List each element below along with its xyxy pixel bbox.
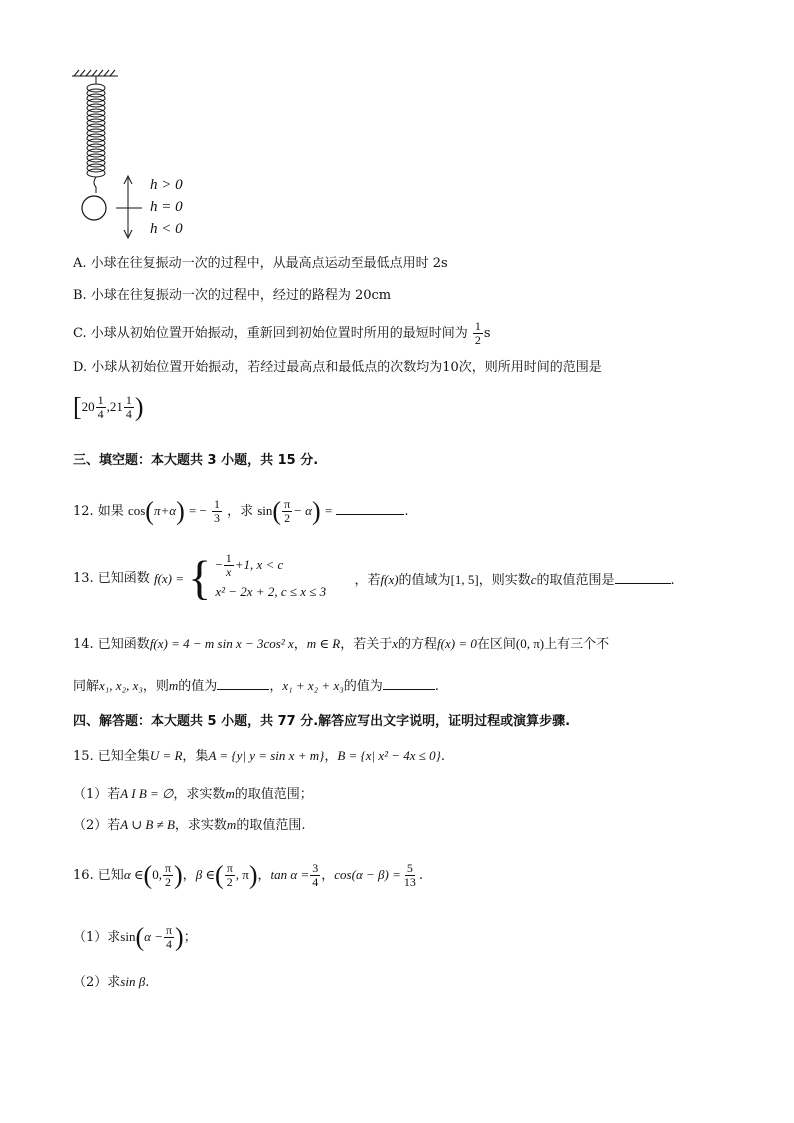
answer-blank[interactable]	[383, 677, 435, 690]
answer-blank[interactable]	[217, 677, 269, 690]
question-16: 16. 已知α ∈(0, $\frac{\pi}{2}$ )，β ∈( $\frac{\pi}{2}$ , π)，tan α = $\frac{3}{4}$ ，cos(α − β) = $\frac{5}{13}$ .	[73, 860, 424, 890]
question-14-line2: 同解x₁, x₂, x₃，则m的值为 ，x₁ + x₂ + x₃的值为 .	[73, 678, 439, 694]
fraction: $\frac{1}{2}$	[474, 319, 481, 347]
label-h-zero: h = 0	[150, 199, 183, 215]
section-3-title: 三、填空题：本大题共 3 小题，共 15 分.	[73, 453, 319, 468]
ceiling	[72, 70, 118, 76]
option-d: D. 小球从初始位置开始振动，若经过最高点和最低点的次数均为10次，则所用时间的范围是	[73, 360, 602, 375]
piecewise-cases: − $\frac{1}{x}$ +1, x < c x² − 2x + 2, c ≤ x ≤ 3	[215, 551, 327, 599]
spring-coil	[87, 76, 105, 193]
option-b: B. 小球在往复振动一次的过程中，经过的路程为 20cm	[73, 288, 392, 303]
question-15: 15. 已知全集U = R，集A = {y| y = sin x + m}，B = {x| x² − 4x ≤ 0}.	[73, 748, 446, 764]
question-14-line1: 14. 已知函数f(x) = 4 − m sin x − 3cos² x，m ∈ R，若关于x的方程f(x) = 0在区间(0, π)上有三个不	[73, 636, 610, 652]
question-16-part-1: （1）求sin(α − $\frac{\pi}{4}$ )；	[73, 922, 197, 952]
option-c: C. 小球从初始位置开始振动，重新回到初始位置时所用的最短时间为 $\frac{1}{2}$ s	[73, 319, 491, 347]
label-h-negative: h < 0	[150, 221, 183, 237]
section-4-title: 四、解答题：本大题共 5 小题，共 77 分.解答应写出文字说明，证明过程或演算步骤.	[73, 714, 571, 729]
question-12: 12. 如果 cos(π+α) = − $\frac{1}{3}$ ，求 sin( $\frac{\pi}{2}$ − α) = .	[73, 496, 409, 526]
answer-blank[interactable]	[336, 502, 404, 515]
question-15-part-2: （2）若A ∪ B ≠ B，求实数m的取值范围.	[73, 817, 306, 833]
ball	[82, 196, 106, 220]
option-d-interval: [20 $\frac{1}{4}$ ,21 $\frac{1}{4}$ )	[73, 392, 144, 422]
label-h-positive: h > 0	[150, 177, 183, 193]
answer-blank[interactable]	[615, 571, 671, 584]
question-13: 13. 已知函数 f(x) = { − $\frac{1}{x}$ +1, x < c x² − 2x + 2, c ≤ x ≤ 3 ，若f(x)的值域为[1, 5]，则实数c的取值范围是 .	[73, 551, 675, 605]
question-16-part-2: （2）求sin β.	[73, 974, 150, 990]
height-labels	[150, 174, 183, 240]
displacement-arrow	[116, 176, 142, 238]
question-15-part-1: （1）若A I B = ∅，求实数m的取值范围；	[73, 786, 313, 802]
option-a: A. 小球在往复振动一次的过程中，从最高点运动至最低点用时 2s	[73, 256, 448, 271]
